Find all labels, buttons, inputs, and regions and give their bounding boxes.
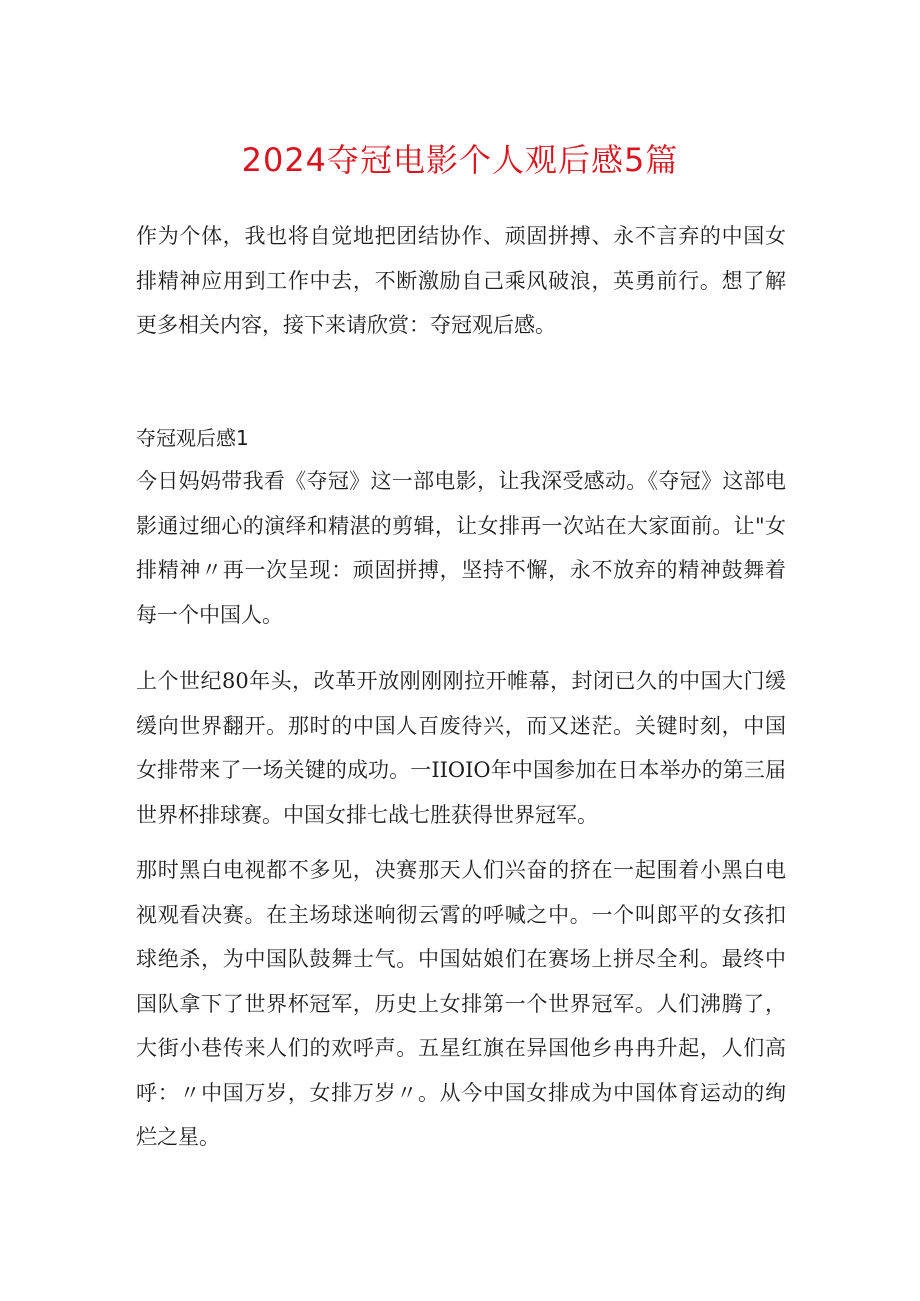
paragraph-3: 那时黑白电视都不多见，决赛那天人们兴奋的挤在一起围着小黑白电视观看决赛。在主场球迷响彻云霄的呼喊之中。一个叫郎平的女孩扣球绝杀，为中国队鼓舞士气。中国姑娘们在赛场上拼尽全利。最终中国队拿下了世界杯冠军，历史上女排第一个世界冠军。人们沸腾了，大街小巷传来人们的欢呼声。五星红旗在异国他乡冉冉升起，人们高呼：〃中国万岁，女排万岁〃。从今中国女排成为中国体育运动的绚烂之星。 <box>136 858 786 1149</box>
paragraph-1: 今日妈妈带我看《夺冠》这一部电影，让我深受感动。《夺冠》这部电影通过细心的演绎和精湛的剪辑，让女排再一次站在大家面前。让"女排精神〃再一次呈现：顽固拼搏，坚持不懈，永不放弃的精神鼓舞着每一个中国人。 <box>136 469 786 627</box>
intro-paragraph: 作为个体，我也将自觉地把团结协作、顽固拼搏、永不言弃的中国女排精神应用到工作中去，不断激励自己乘风破浪，英勇前行。想了解更多相关内容，接下来请欣赏：夺冠观后感。 <box>136 224 786 337</box>
section-heading: 夺冠观后感1 <box>136 426 249 450</box>
document-title: 2024夺冠电影个人观后感5篇 <box>241 141 679 179</box>
paragraph-2: 上个世纪80年头，改革开放刚刚刚拉开帷幕，封闭已久的中国大门缓缓向世界翻开。那时的中国人百废待兴，而又迷茫。关键时刻，中国女排带来了一场关键的成功。一IIOIO年中国参加在日本举办的第三届世界杯排球赛。中国女排七战七胜获得世界冠军。 <box>136 669 786 827</box>
